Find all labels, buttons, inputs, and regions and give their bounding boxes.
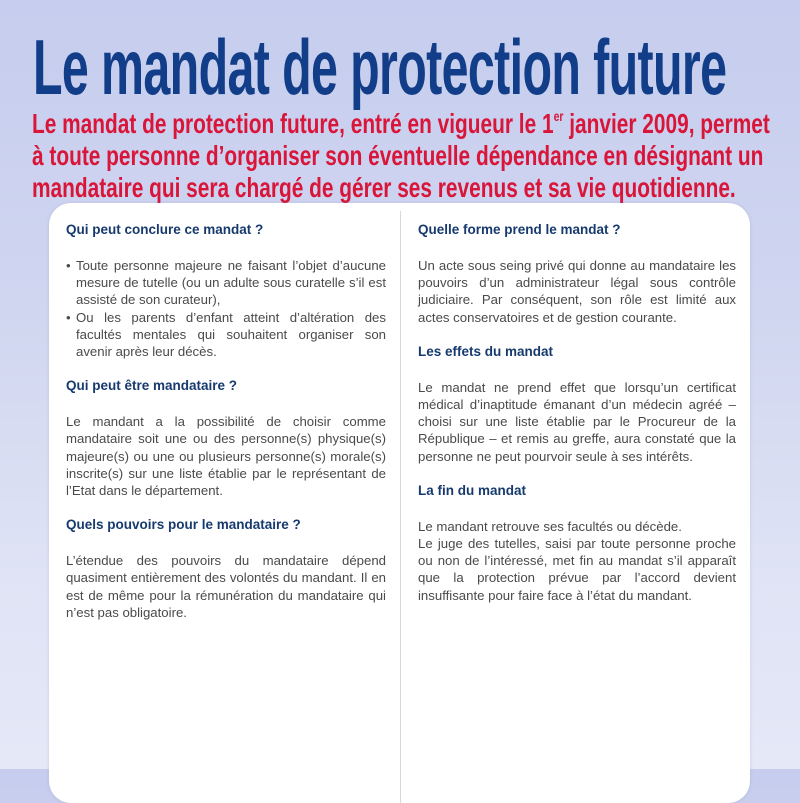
list-item: [66, 309, 386, 361]
section-effects: [418, 343, 736, 465]
section-heading: Qui peut conclure ce mandat ?: [66, 222, 264, 237]
section-heading: Quels pouvoirs pour le mandataire ?: [66, 517, 301, 533]
section-body-line1: Le mandant retrouve ses facultés ou décède.: [418, 518, 682, 534]
section-body: Le mandant a la possibilité de choisir comme mandataire soit une ou des personne(s) physique(s) majeure(s) ou une ou plusieurs personne(s) morale(s) inscrite(s) sur une liste établie par le représentant de l’Etat dans le département.: [66, 414, 386, 499]
section-body: Le mandat ne prend effet que lorsqu’un certificat médical d’inaptitude émanant d’un médecin agréé – choisi sur une liste établie par le Procureur de la République – et remis au greffe, aura constaté que la personne ne peut pourvoir seule à ses intérêts.: [418, 379, 736, 464]
section-end-of-mandate: [418, 482, 736, 604]
content-card: [49, 203, 750, 803]
section-agent-powers: [66, 516, 386, 621]
bullet-list: [66, 257, 386, 360]
intro-text-start: Le mandat de protection future, entré en vigueur le 1: [32, 108, 554, 139]
section-heading: Les effets du mandat: [418, 343, 554, 359]
section-who-can-conclude: [66, 221, 386, 360]
page-title: Le mandat de protection future: [33, 23, 727, 111]
intro-text-end: janvier 2009, permet à toute personne d’organiser son éventuelle dépendance en désignant un mandataire qui sera chargé de gérer ses revenus et sa vie quotidienne.: [32, 108, 770, 203]
intro-paragraph: [32, 108, 777, 204]
list-item: [66, 257, 386, 309]
section-body: Un acte sous seing privé qui donne au mandataire les pouvoirs d’un administrateur légal sous contrôle judiciaire. Par conséquent, son rôle est limité aux actes conservatoires et de gestion courante.: [418, 258, 736, 325]
section-heading: Qui peut être mandataire ?: [66, 378, 238, 394]
section-body: L’étendue des pouvoirs du mandataire dépend quasiment entièrement des volontés du mandant. Il en est de même pour la rémunération du mandataire qui n’est pas obligatoire.: [66, 553, 386, 620]
section-heading: La fin du mandat: [418, 482, 526, 498]
bullet-icon: •: [66, 309, 71, 325]
section-who-can-be-agent: [66, 377, 386, 499]
section-form-of-mandate: [418, 221, 736, 326]
intro-superscript: er: [553, 108, 564, 124]
list-item-text: Toute personne majeure ne faisant l’objet d’aucune mesure de tutelle (ou un adulte sous curatelle s’il est assisté de son curateur),: [76, 258, 386, 308]
bullet-icon: •: [66, 258, 71, 273]
right-column: [418, 221, 736, 604]
section-heading: Quelle forme prend le mandat ?: [418, 222, 621, 237]
left-column: [66, 221, 386, 621]
column-divider: [400, 211, 401, 803]
section-body-line2: Le juge des tutelles, saisi par toute personne proche ou non de l’intéressé, met fin au mandat s’il apparaît que la protection prévue par l’accord devient insuffisante pour faire face à l’état du mandant.: [418, 536, 736, 603]
list-item-text: Ou les parents d’enfant atteint d’altération des facultés mentales qui souhaitent organiser son avenir après leur décès.: [76, 309, 386, 360]
